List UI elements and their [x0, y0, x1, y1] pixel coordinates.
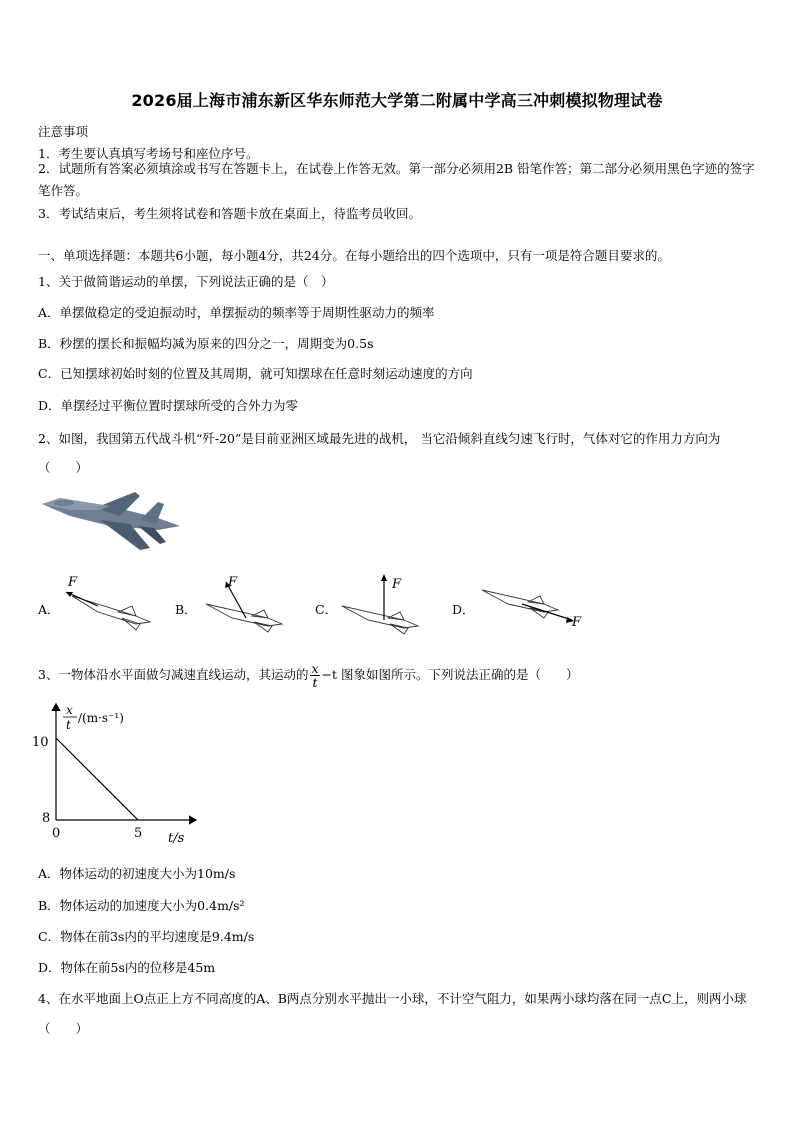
q1-option-c: C．已知摆球初始时刻的位置及其周期，就可知摆球在任意时刻运动速度的方向: [38, 366, 473, 381]
q3-stem-part-a: 3、一物体沿水平面做匀减速直线运动，其运动的: [38, 667, 309, 682]
q3-y-tick-10: 10: [32, 735, 49, 750]
q2-force-label-c: F: [392, 577, 402, 592]
q2-option-b-label: B．: [175, 602, 197, 617]
q3-x-label: t/s: [168, 831, 185, 846]
q3-option-d: D．物体在前5s内的位移是45m: [38, 960, 216, 975]
q2-option-d-label: D．: [452, 602, 475, 617]
q4-stem: 4、在水平地面上O点正上方不同高度的A、B两点分别水平抛出一小球，不计空气阻力，如果两小球均落在同一点C上，则两小球（ ）: [38, 991, 747, 1036]
q2-option-c-label: C．: [315, 602, 338, 617]
q3-y-label-num: x: [66, 703, 73, 717]
notice-item-2: 2．试题所有答案必须填涂或书写在答题卡上，在试卷上作答无效。第一部分必须用2B 铅笔作答；第二部分必须用黑色字迹的签字笔作答。: [38, 161, 755, 198]
q1-option-d: D．单摆经过平衡位置时摆球所受的合外力为零: [38, 398, 299, 413]
q2-stem: 2、如图，我国第五代战斗机“歼-20”是目前亚洲区域最先进的战机， 当它沿倾斜直线匀速飞行时，气体对它的作用力方向为（ ）: [38, 431, 721, 475]
notice-item-1: 1．考生要认真填写考场号和座位序号。: [38, 146, 259, 161]
q3-y-tick-8: 8: [42, 811, 51, 826]
q3-x-tick-5: 5: [134, 826, 143, 841]
q2-diagram-c: [336, 572, 436, 638]
q2-option-a-label: A．: [38, 602, 60, 617]
notice-item-3: 3．考试结束后，考生须将试卷和答题卡放在桌面上，待监考员收回。: [38, 206, 421, 221]
q1-option-a: A．单摆做稳定的受迫振动时，单摆振动的频率等于周期性驱动力的频率: [38, 305, 435, 320]
q1-stem: 1、关于做简谐运动的单摆，下列说法正确的是（ ）: [38, 274, 334, 289]
q2-diagram-a: [58, 572, 158, 634]
q3-stem-part-b: −t 图象如图所示。下列说法正确的是（ ）: [321, 667, 579, 682]
section-heading: 一、单项选择题：本题共6小题，每小题4分，共24分。在每小题给出的四个选项中，只有一项是符合题目要求的。: [38, 248, 670, 263]
q3-fraction-denominator: t: [312, 675, 318, 690]
q3-stem: [38, 662, 579, 689]
q2-force-label-d: F: [572, 615, 582, 630]
q1-option-b: B．秒摆的摆长和振幅均减为原来的四分之一，周期变为0.5s: [38, 336, 374, 351]
notice-heading: 注意事项: [38, 124, 89, 139]
page-title: 2026届上海市浦东新区华东师范大学第二附属中学高三冲刺模拟物理试卷: [131, 91, 663, 110]
q3-option-b: B．物体运动的加速度大小为0.4m/s²: [38, 898, 245, 913]
q2-force-label-b: F: [228, 575, 238, 590]
q2-diagram-d: [478, 580, 588, 634]
q3-option-c: C．物体在前3s内的平均速度是9.4m/s: [38, 929, 255, 944]
q3-fraction: [310, 662, 319, 689]
q3-data-line: [56, 738, 138, 820]
q3-x-tick-0: 0: [52, 826, 61, 841]
fighter-jet-image: [40, 490, 185, 555]
q3-fraction-numerator: x: [311, 661, 319, 676]
q3-y-label-unit: /(m·s⁻¹): [78, 711, 124, 725]
q2-force-label-a: F: [68, 575, 78, 590]
q3-y-label-den: t: [66, 718, 71, 732]
q3-option-a: A．物体运动的初速度大小为10m/s: [38, 866, 236, 881]
q2-diagram-b: [198, 572, 298, 634]
q3-graph: [30, 700, 200, 848]
